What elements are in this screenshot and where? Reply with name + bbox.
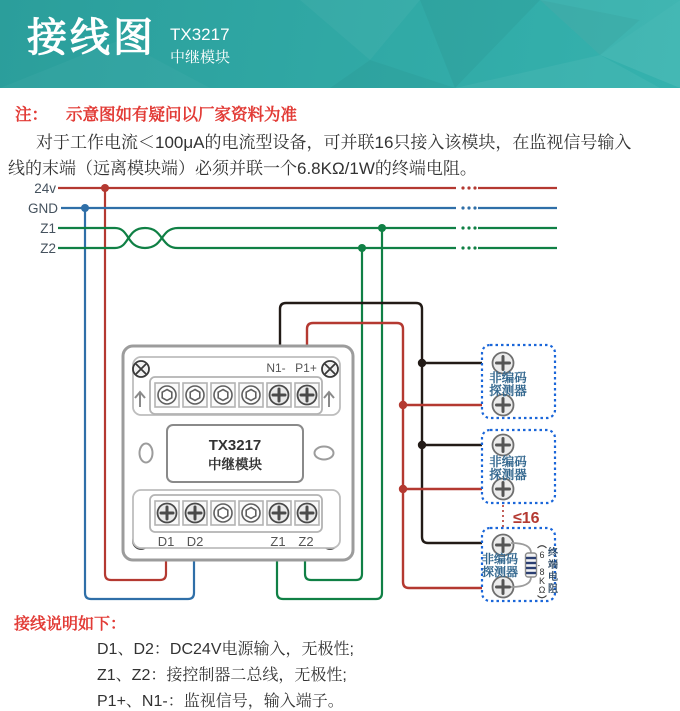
detector-2 bbox=[482, 430, 555, 503]
detector3-label-line1: 非编码 bbox=[481, 552, 519, 566]
bus-label-24v: 24v bbox=[34, 181, 56, 196]
label-p1: P1+ bbox=[295, 361, 317, 375]
junction-z1 bbox=[378, 224, 386, 232]
junction-p1-det2 bbox=[399, 485, 407, 493]
detector1-label-line1: 非编码 bbox=[489, 371, 527, 385]
note-body-line2: 线的末端（远离模块端）必须并联一个6.8KΩ/1W的终端电阻。 bbox=[8, 159, 477, 178]
instruction-p1-n1: P1+、N1-：监视信号，输入端子。 bbox=[97, 693, 344, 710]
detector2-label-line1: 非编码 bbox=[489, 455, 527, 469]
label-d2: D2 bbox=[186, 534, 204, 549]
note-warning-text: 示意图如有疑问以厂家资料为准 bbox=[66, 106, 297, 124]
label-n1: N1- bbox=[266, 361, 286, 375]
resistor-name-vertical bbox=[547, 546, 559, 595]
module-name-text: 中继模块 bbox=[208, 457, 262, 472]
instruction-d1-d2: D1、D2：DC24V电源输入，无极性; bbox=[97, 641, 354, 658]
junction-n1-det1 bbox=[418, 359, 426, 367]
junction-z2 bbox=[358, 244, 366, 252]
detector1-label-line2: 探测器 bbox=[489, 384, 527, 398]
mount-hole-left bbox=[140, 444, 153, 463]
note-body-line1: 对于工作电流＜100μA的电流型设备，可并联16只接入该模块，在监视信号输入 bbox=[36, 133, 632, 152]
module-model-text: TX3217 bbox=[208, 437, 262, 454]
junction-n1-det2 bbox=[418, 441, 426, 449]
svg-text:K: K bbox=[538, 576, 546, 586]
svg-text:阻: 阻 bbox=[548, 584, 558, 595]
detector-3 bbox=[482, 528, 559, 601]
svg-text:．: ． bbox=[537, 558, 547, 568]
page-title: 接线图 bbox=[27, 16, 156, 60]
svg-text:6: 6 bbox=[539, 550, 545, 560]
junction-p1-det1 bbox=[399, 401, 407, 409]
label-z2-terminal: Z2 bbox=[298, 534, 314, 549]
instructions-title: 接线说明如下： bbox=[14, 616, 127, 633]
svg-text:8: 8 bbox=[539, 567, 545, 577]
detector-1 bbox=[482, 345, 555, 418]
mount-hole-right bbox=[315, 447, 334, 460]
product-model: TX3217 bbox=[170, 25, 230, 44]
svg-text:Ω: Ω bbox=[538, 585, 546, 595]
label-z1-terminal: Z1 bbox=[270, 534, 286, 549]
svg-text:终: 终 bbox=[548, 548, 558, 559]
bus-label-z1: Z1 bbox=[40, 221, 56, 236]
bus-label-gnd: GND bbox=[28, 201, 58, 216]
max-detector-count: ≤16 bbox=[513, 510, 540, 527]
junction-gnd bbox=[81, 204, 89, 212]
label-d1: D1 bbox=[157, 534, 175, 549]
instruction-z1-z2: Z1、Z2：接控制器二总线，无极性; bbox=[97, 667, 347, 684]
relay-module bbox=[123, 346, 353, 560]
svg-text:电: 电 bbox=[548, 572, 558, 583]
note-label: 注： bbox=[15, 106, 48, 124]
detector2-label-line2: 探测器 bbox=[489, 468, 527, 482]
bus-label-z2: Z2 bbox=[40, 241, 56, 256]
bus-labels bbox=[28, 181, 58, 256]
product-name: 中继模块 bbox=[170, 49, 231, 66]
detector3-label-line2: 探测器 bbox=[481, 565, 519, 579]
svg-text:端: 端 bbox=[548, 560, 558, 571]
junction-24v bbox=[101, 184, 109, 192]
